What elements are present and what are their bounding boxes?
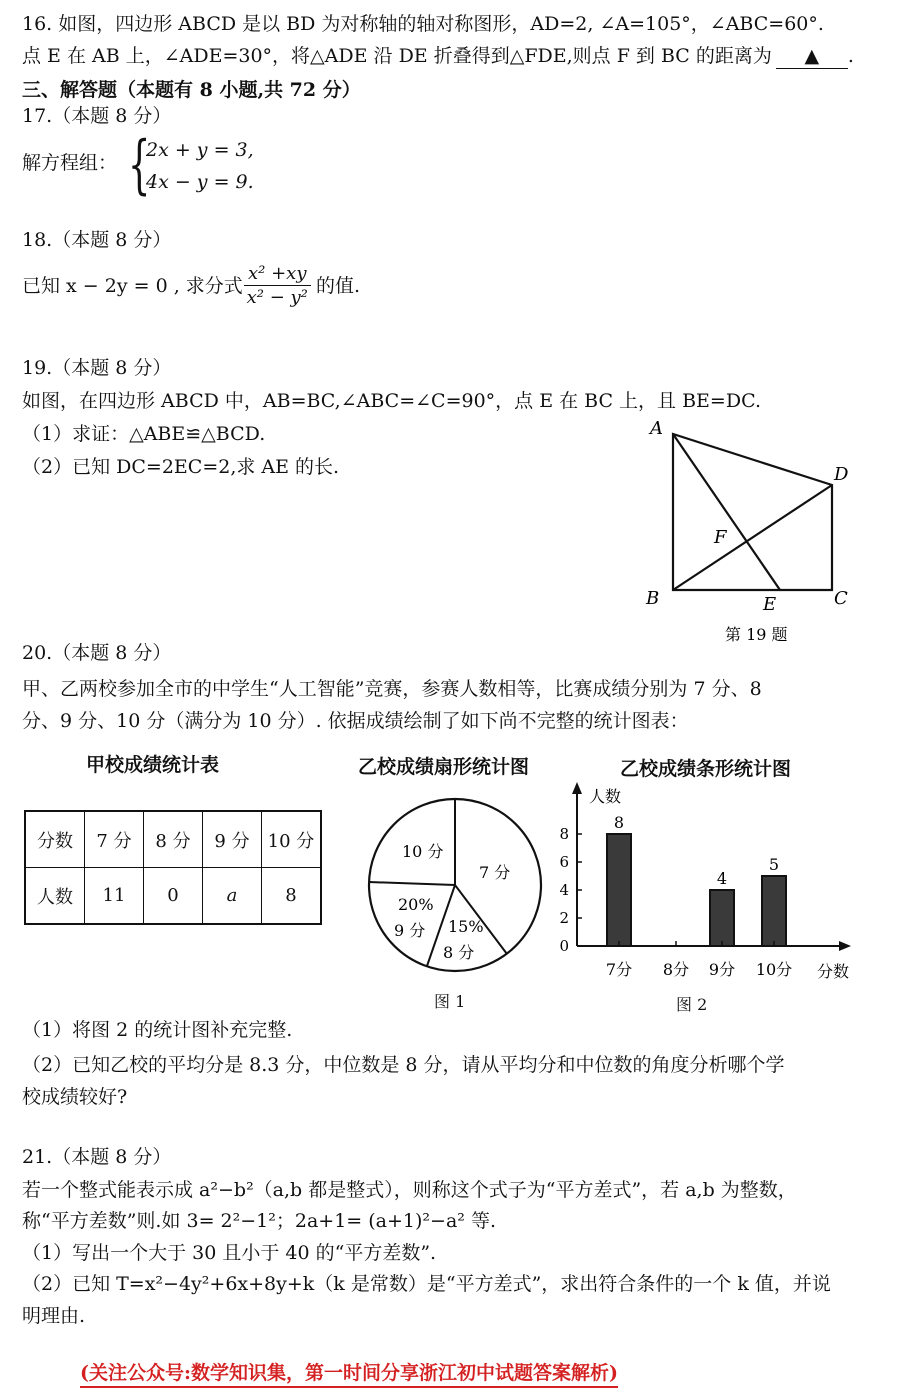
q21-sub2a: （2）已知 T=x²−4y²+6x+8y+k（k 是常数）是“平方差式”，求出符合条件的一个 k 值，并说 bbox=[22, 1273, 831, 1295]
label-a: A bbox=[650, 418, 663, 439]
q21-line1: 若一个整式能表示成 a²−b²（a,b 都是整式），则称这个式子为“平方差式”，若 a,b 为整数， bbox=[22, 1179, 797, 1201]
table-cell: 10 分 bbox=[262, 811, 322, 868]
x-category-label: 10分 bbox=[755, 960, 793, 979]
bar bbox=[710, 890, 734, 946]
x-axis-label: 分数 bbox=[817, 962, 850, 981]
q19-sub2: （2）已知 DC=2EC=2,求 AE 的长. bbox=[22, 456, 340, 478]
x-category-label: 9分 bbox=[708, 960, 736, 979]
pie-label-8: 8 分 bbox=[443, 943, 475, 962]
fraction-numerator: x² +xy bbox=[244, 263, 311, 286]
table-cell: 人数 bbox=[25, 868, 85, 925]
label-d: D bbox=[834, 464, 849, 485]
table-title: 甲校成绩统计表 bbox=[86, 754, 220, 776]
q17-header: 17.（本题 8 分） bbox=[22, 105, 172, 127]
q18-fraction bbox=[244, 263, 311, 308]
table-cell: 9 分 bbox=[203, 811, 262, 868]
table-cell: 11 bbox=[85, 868, 144, 925]
q16-line2 bbox=[22, 44, 854, 69]
table-cell: 0 bbox=[144, 868, 203, 925]
label-c: C bbox=[834, 588, 848, 609]
q21-header: 21.（本题 8 分） bbox=[22, 1146, 172, 1168]
bar-caption: 图 2 bbox=[676, 995, 708, 1014]
q18-header: 18.（本题 8 分） bbox=[22, 229, 172, 251]
bar-title: 乙校成绩条形统计图 bbox=[620, 758, 792, 780]
bar bbox=[762, 876, 786, 946]
q17-eq1: 2x + y = 3, bbox=[146, 139, 254, 161]
q21-line2: 称“平方差数”则.如 3= 2²−1²；2a+1= (a+1)²−a² 等. bbox=[22, 1210, 496, 1232]
q21-sub2b: 明理由. bbox=[22, 1305, 86, 1327]
x-category-label: 7分 bbox=[605, 960, 633, 979]
x-axis-arrow bbox=[839, 941, 851, 951]
bar-value-label: 8 bbox=[613, 813, 625, 832]
y-tick-label: 6 bbox=[559, 853, 569, 871]
q20-sub2a: （2）已知乙校的平均分是 8.3 分，中位数是 8 分，请从平均分和中位数的角度分析哪个学 bbox=[22, 1054, 785, 1076]
q19-header: 19.（本题 8 分） bbox=[22, 357, 172, 379]
pie-label-9: 9 分 bbox=[394, 921, 426, 940]
q16-line2-text: 点 E 在 AB 上，∠ADE=30°，将△ADE 沿 DE 折叠得到△FDE,则点 F 到 BC 的距离为 bbox=[22, 45, 772, 67]
table-cell: 分数 bbox=[25, 811, 85, 868]
q19-sub1: （1）求证：△ABE≌△BCD. bbox=[22, 423, 266, 445]
q18-suffix: 的值. bbox=[316, 275, 361, 297]
y-tick-label: 8 bbox=[559, 825, 569, 843]
segment-ae bbox=[673, 434, 780, 590]
x-category-label: 8分 bbox=[662, 960, 690, 979]
y-tick-label: 4 bbox=[559, 881, 569, 899]
bar-value-label: 5 bbox=[768, 855, 780, 874]
q19-figure-caption: 第 19 题 bbox=[725, 625, 788, 644]
q17-prompt: 解方程组： bbox=[22, 152, 118, 174]
q16-end: . bbox=[847, 45, 854, 67]
bar bbox=[607, 834, 631, 946]
q20-line1: 甲、乙两校参加全市的中学生“人工智能”竞赛，参赛人数相等，比赛成绩分别为 7 分、8 bbox=[22, 678, 762, 700]
brace-symbol: { bbox=[128, 128, 151, 202]
fraction-denominator: x² − y² bbox=[246, 287, 308, 308]
pie-title: 乙校成绩扇形统计图 bbox=[358, 756, 530, 778]
quadrilateral-abcd bbox=[673, 434, 832, 590]
table-header-row bbox=[25, 811, 321, 868]
q20-sub1: （1）将图 2 的统计图补充完整. bbox=[22, 1019, 293, 1041]
table-row bbox=[25, 868, 321, 925]
y-tick-label: 2 bbox=[559, 909, 569, 927]
pie-chart bbox=[360, 790, 550, 980]
answer-blank: ▲ bbox=[776, 44, 848, 69]
q20-line2: 分、9 分、10 分（满分为 10 分）. 依据成绩绘制了如下尚不完整的统计图表： bbox=[22, 710, 689, 732]
table-cell: a bbox=[203, 868, 262, 925]
y-axis-arrow bbox=[572, 782, 582, 794]
bar-chart bbox=[555, 780, 865, 990]
footer-note: (关注公众号:数学知识集，第一时间分享浙江初中试题答案解析) bbox=[80, 1358, 618, 1388]
segment-bd bbox=[673, 485, 832, 590]
label-b: B bbox=[646, 588, 660, 609]
pie-pct-9: 20% bbox=[398, 895, 434, 914]
label-e: E bbox=[763, 594, 777, 615]
q17-eq2: 4x − y = 9. bbox=[146, 171, 254, 193]
table-cell: 7 分 bbox=[85, 811, 144, 868]
label-f: F bbox=[714, 527, 727, 548]
q16-line1: 16. 如图，四边形 ABCD 是以 BD 为对称轴的轴对称图形，AD=2, ∠A=105°，∠ABC=60°. bbox=[22, 13, 824, 35]
section-heading: 三、解答题（本题有 8 小题,共 72 分） bbox=[22, 79, 361, 101]
table-cell: 8 bbox=[262, 868, 322, 925]
q19-figure bbox=[630, 410, 860, 650]
table-cell: 8 分 bbox=[144, 811, 203, 868]
score-table bbox=[24, 810, 322, 925]
pie-label-10: 10 分 bbox=[402, 842, 444, 861]
pie-pct-8: 15% bbox=[448, 917, 484, 936]
y-axis-label: 人数 bbox=[589, 787, 622, 806]
pie-label-7: 7 分 bbox=[479, 863, 511, 882]
q20-sub2b: 校成绩较好? bbox=[22, 1086, 128, 1108]
q19-text: 如图，在四边形 ABCD 中，AB=BC,∠ABC=∠C=90°，点 E 在 BC 上，且 BE=DC. bbox=[22, 390, 761, 412]
pie-caption: 图 1 bbox=[434, 992, 466, 1011]
q20-header: 20.（本题 8 分） bbox=[22, 642, 172, 664]
q21-sub1: （1）写出一个大于 30 且小于 40 的“平方差数”. bbox=[22, 1242, 437, 1264]
bar-value-label: 4 bbox=[716, 869, 728, 888]
q18-prefix: 已知 x − 2y = 0 , 求分式 bbox=[22, 275, 243, 297]
y-tick-label: 0 bbox=[559, 937, 569, 955]
